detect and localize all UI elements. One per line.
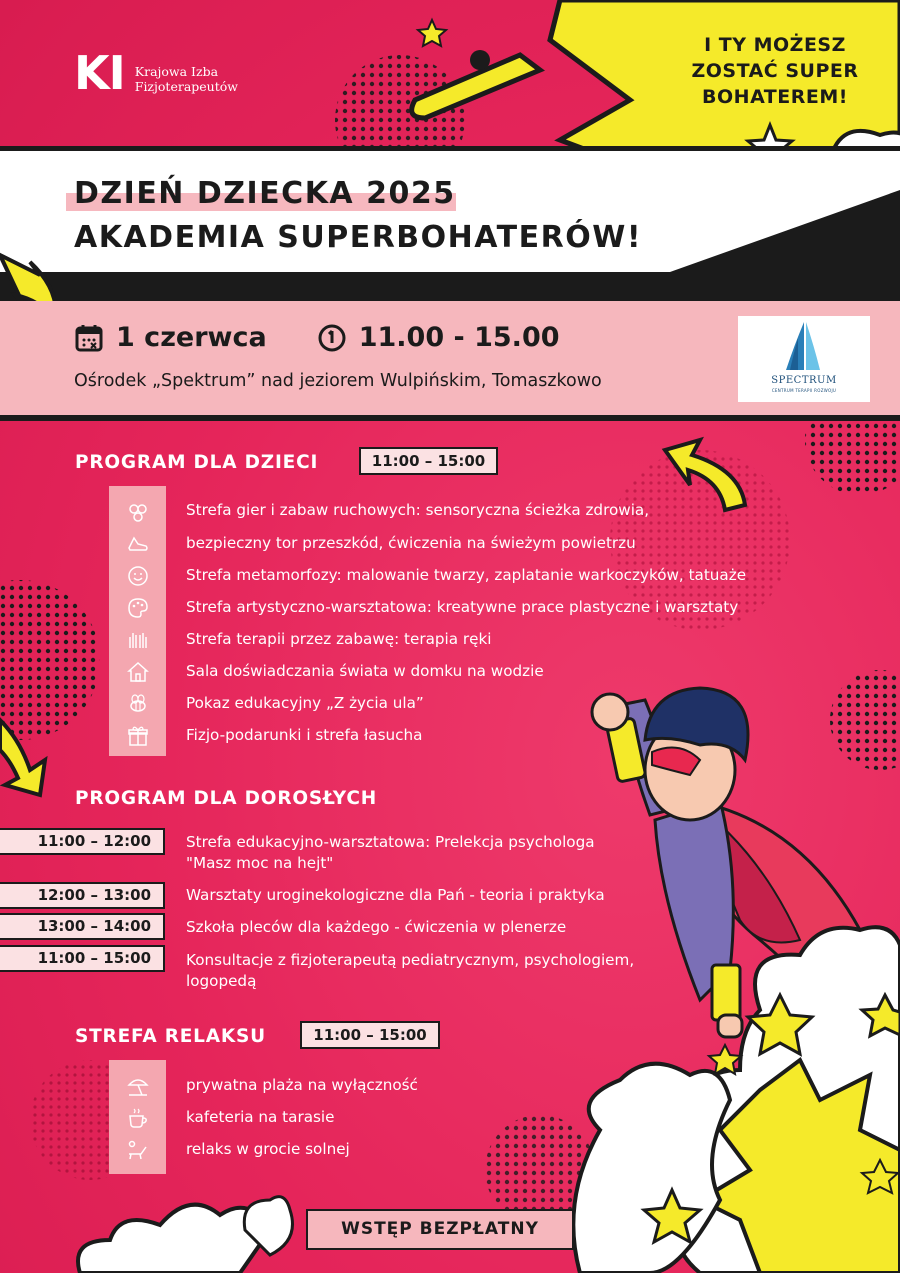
adults-item — [186, 832, 595, 874]
clock-icon — [317, 323, 347, 353]
page-title-line2: AKADEMIA SUPERBOHATERÓW! — [74, 220, 643, 255]
event-date-row — [74, 322, 560, 353]
sunbed-icon — [109, 1134, 166, 1166]
adults-item — [186, 917, 566, 938]
callout-line3: BOHATEREM! — [702, 86, 848, 108]
adults-time-box: 11:00 – 12:00 — [0, 828, 165, 855]
hero-callout — [680, 32, 870, 110]
calendar-icon — [74, 323, 104, 353]
spectrum-name: SPECTRUM — [771, 375, 837, 386]
callout-line1: I TY MOŻESZ — [704, 34, 846, 56]
kids-item: Sala doświadczania świata w domku na wodzie — [186, 662, 544, 680]
adults-item-line1: Warsztaty uroginekologiczne dla Pań - teoria i praktyka — [186, 886, 605, 904]
event-date: 1 czerwca — [116, 322, 267, 353]
spectrum-subtitle: CENTRUM TERAPII ROZWOJU — [771, 388, 837, 393]
palette-icon — [109, 592, 166, 624]
adults-item-line1: Konsultacje z fizjoterapeutą pediatrycznym, psychologiem, — [186, 951, 635, 969]
kids-item: Strefa gier i zabaw ruchowych: sensoryczna ścieżka zdrowia, — [186, 501, 650, 519]
adults-time-box: 12:00 – 13:00 — [0, 882, 165, 909]
kids-item: Pokaz edukacyjny „Z życia ula” — [186, 694, 424, 712]
relax-icon-column — [109, 1060, 166, 1174]
hands-icon — [109, 624, 166, 656]
kids-item: Strefa metamorfozy: malowanie twarzy, zaplatanie warkoczyków, tatuaże — [186, 566, 747, 584]
event-venue: Ośrodek „Spektrum” nad jeziorem Wulpińskim, Tomaszkowo — [74, 371, 602, 391]
beach-umbrella-icon — [109, 1070, 166, 1102]
relax-item: relaks w grocie solnej — [186, 1140, 350, 1158]
relax-time-box: 11:00 – 15:00 — [300, 1021, 440, 1049]
logo-line2: Fizjoterapeutów — [134, 79, 238, 94]
adults-item — [186, 885, 605, 906]
relax-heading: STREFA RELAKSU — [75, 1026, 266, 1047]
house-icon — [109, 656, 166, 688]
children-faces-icon — [109, 496, 166, 528]
adults-time-box: 11:00 – 15:00 — [0, 945, 165, 972]
spectrum-logo[interactable] — [738, 316, 870, 402]
adults-item-line1: Strefa edukacyjno-warsztatowa: Prelekcja psychologa — [186, 833, 595, 851]
adults-item-line2: logopedą — [186, 972, 257, 990]
logo-line1: Krajowa Izba — [134, 64, 219, 79]
adults-item — [186, 950, 634, 992]
relax-item: kafeteria na tarasie — [186, 1108, 335, 1126]
page-title-line1: DZIEŃ DZIECKA 2025 — [74, 176, 456, 211]
kids-item: Strefa terapii przez zabawę: terapia ręki — [186, 630, 492, 648]
adults-item-line1: Szkoła pleców dla każdego - ćwiczenia w plenerze — [186, 918, 567, 936]
coffee-cup-icon — [109, 1102, 166, 1134]
adults-program-heading: PROGRAM DLA DOROSŁYCH — [75, 788, 378, 809]
kids-item: Fizjo-podarunki i strefa łasucha — [186, 726, 423, 744]
free-entry-badge: WSTĘP BEZPŁATNY — [306, 1209, 574, 1250]
callout-line2: ZOSTAĆ SUPER — [691, 60, 859, 82]
kids-icon-column — [109, 486, 166, 756]
adults-time-box: 13:00 – 14:00 — [0, 913, 165, 940]
smiley-icon — [109, 560, 166, 592]
adults-item-line2: "Masz moc na hejt" — [186, 854, 334, 872]
kids-time-box: 11:00 – 15:00 — [359, 447, 498, 475]
logo-text — [135, 64, 238, 96]
kids-item: bezpieczny tor przeszkód, ćwiczenia na świeżym powietrzu — [186, 534, 636, 552]
kids-item: Strefa artystyczno-warsztatowa: kreatywne prace plastyczne i warsztaty — [186, 598, 739, 616]
relax-item: prywatna plaża na wyłączność — [186, 1076, 418, 1094]
sneaker-icon — [109, 528, 166, 560]
gift-icon — [109, 720, 166, 752]
kids-program-heading: PROGRAM DLA DZIECI — [75, 452, 319, 473]
bee-icon — [109, 688, 166, 720]
logo-mark: KI — [74, 46, 125, 100]
kif-logo[interactable] — [74, 46, 238, 100]
event-time: 11.00 - 15.00 — [358, 322, 560, 353]
